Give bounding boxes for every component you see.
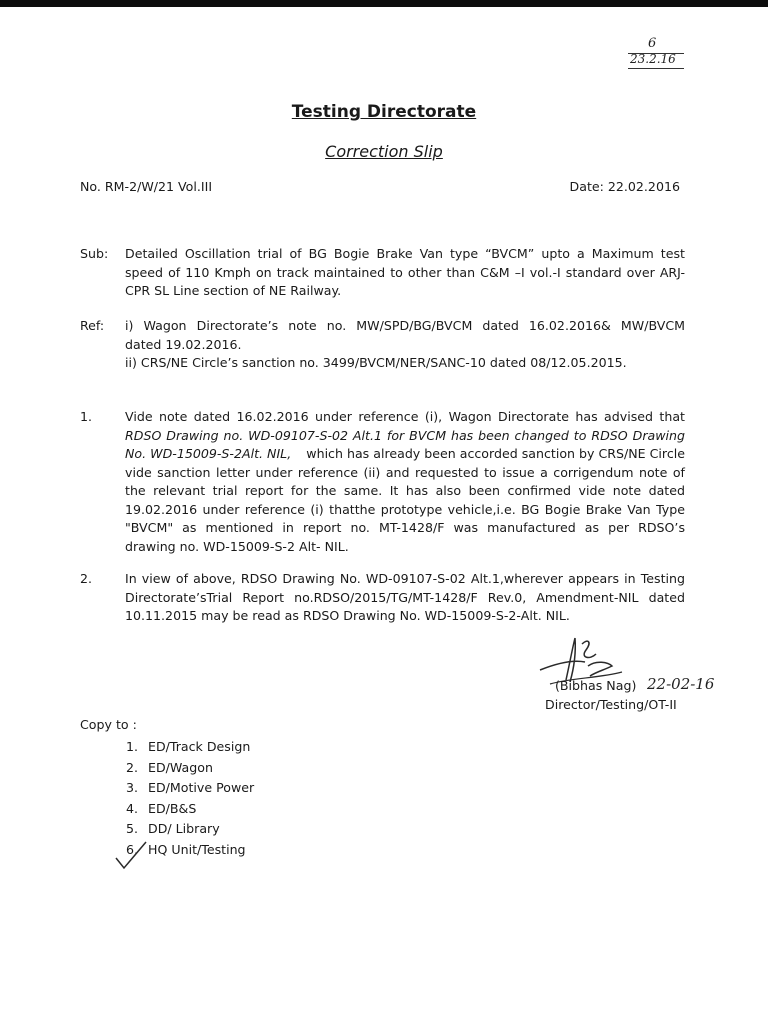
paragraph-line: 19.02.2016 under reference (i) thatthe prototype vehicle,i.e. BG Bogie Brake Van Type xyxy=(125,501,685,517)
reference-label: Ref: xyxy=(80,318,105,333)
paragraph-line: the relevant trial report for the same. It has also been confirmed vide note dated xyxy=(125,483,685,498)
paragraph-1 xyxy=(125,408,685,556)
list-item-text: HQ Unit/Testing xyxy=(148,841,246,857)
paragraph-line: Vide note dated 16.02.2016 under reference (i), Wagon Directorate has advised that xyxy=(125,409,685,424)
list-item xyxy=(126,779,254,800)
reference-line: dated 19.02.2016. xyxy=(125,336,242,352)
paragraph-line: vide sanction letter under reference (ii) and requested to issue a corrigendum note of xyxy=(125,464,685,480)
list-item xyxy=(126,800,254,821)
reference-line: ii) CRS/NE Circle’s sanction no. 3499/BVCM/NER/SANC-10 dated 08/12.05.2015. xyxy=(125,355,627,370)
paragraph-line: "BVCM" as mentioned in report no. MT-1428/F was manufactured as per RDSO’s xyxy=(125,520,685,535)
list-item-number: 2. xyxy=(126,759,139,775)
list-item-text: DD/ Library xyxy=(148,821,220,837)
checkmark-icon xyxy=(112,838,152,872)
list-item-number: 5. xyxy=(126,821,139,837)
copy-to-label: Copy to : xyxy=(80,717,137,732)
list-item-number: 1. xyxy=(126,739,139,754)
signatory-name: (Bibhas Nag) xyxy=(555,678,637,693)
paragraph-number: 2. xyxy=(80,571,93,586)
drawing-number-italic: No. WD-15009-S-2Alt. NIL, xyxy=(125,446,292,461)
subject-label: Sub: xyxy=(80,246,109,261)
paragraph-line: RDSO Drawing no. WD-09107-S-02 Alt.1 for BVCM has been changed to RDSO Drawing xyxy=(125,427,685,443)
reference-text xyxy=(125,317,685,373)
document-date: Date: 22.02.2016 xyxy=(569,179,680,194)
list-item-text: ED/Wagon xyxy=(148,759,213,775)
list-item-number: 3. xyxy=(126,780,139,796)
paragraph-line xyxy=(125,445,685,464)
stamp-number: 6 xyxy=(648,36,657,51)
paragraph-line-rest: which has already been accorded sanction by CRS/NE Circle xyxy=(306,446,685,461)
paragraph-line: 10.11.2015 may be read as RDSO Drawing No. WD-15009-S-2-Alt. NIL. xyxy=(125,608,570,623)
document-subtitle: Correction Slip xyxy=(325,142,443,161)
signatory-designation: Director/Testing/OT-II xyxy=(545,697,677,712)
reference-line: i) Wagon Directorate’s note no. MW/SPD/BG/BVCM dated 16.02.2016& MW/BVCM xyxy=(125,318,685,333)
subject-line: CPR SL Line section of NE Railway. xyxy=(125,283,342,298)
reference-number: No. RM-2/W/21 Vol.III xyxy=(80,179,213,194)
document-title: Testing Directorate xyxy=(291,102,477,122)
subject-line: speed of 110 Kmph on track maintained to other than C&M –I vol.-I standard over ARJ- xyxy=(125,264,685,280)
subject-text xyxy=(125,245,685,301)
paragraph-number: 1. xyxy=(80,409,93,424)
subject-line: Detailed Oscillation trial of BG Bogie Brake Van type “BVCM” upto a Maximum test xyxy=(125,246,685,261)
scan-top-edge xyxy=(0,0,768,7)
list-item-number: 6. xyxy=(126,841,139,857)
list-item-text: ED/Motive Power xyxy=(148,780,255,796)
list-item-text: ED/Track Design xyxy=(148,739,251,754)
list-item xyxy=(126,759,254,780)
stamp-underline xyxy=(628,68,684,69)
list-item-text: ED/B&S xyxy=(148,800,197,816)
paragraph-line: In view of above, RDSO Drawing No. WD-09107-S-02 Alt.1,wherever appears in Testing xyxy=(125,571,685,586)
stamp-date: 23.2.16 xyxy=(630,52,676,66)
list-item xyxy=(126,738,254,759)
paragraph-2 xyxy=(125,570,685,626)
list-item-number: 4. xyxy=(126,800,139,816)
signature-date: 22-02-16 xyxy=(647,675,715,693)
paragraph-line: Directorate’sTrial Report no.RDSO/2015/TG/MT-1428/F Rev.0, Amendment-NIL dated xyxy=(125,589,685,605)
paragraph-line: drawing no. WD-15009-S-2 Alt- NIL. xyxy=(125,538,349,554)
